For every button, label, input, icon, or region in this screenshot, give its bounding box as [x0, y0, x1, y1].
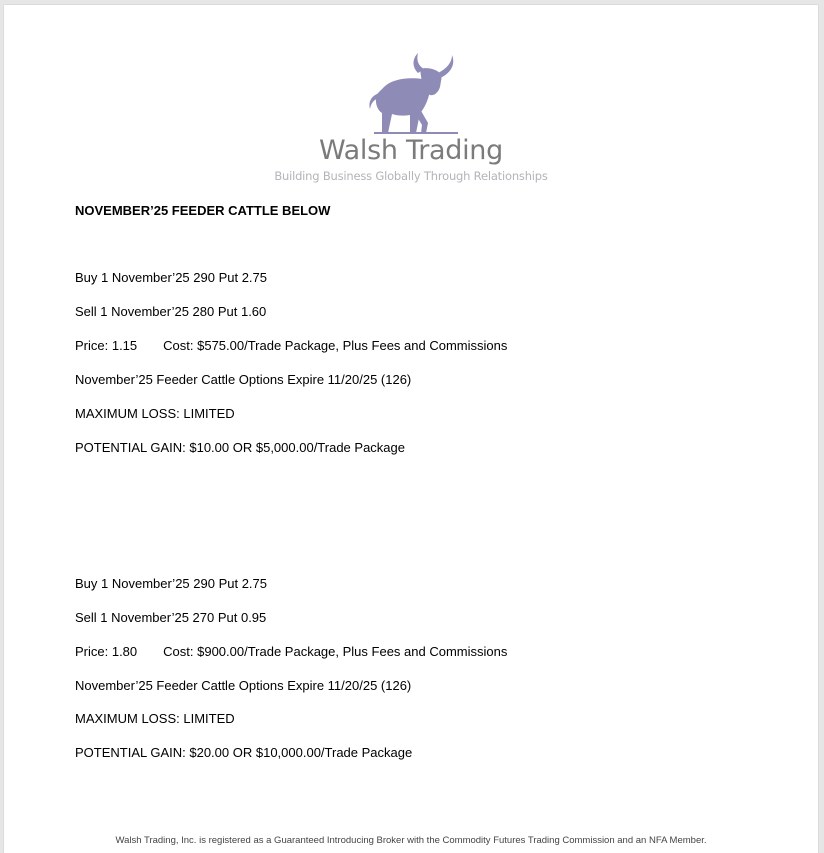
- trade-2-max-loss: MAXIMUM LOSS: LIMITED: [75, 711, 235, 726]
- trade-2-price: Price: 1.80: [75, 644, 138, 659]
- trade-1-price: Price: 1.15: [75, 338, 138, 353]
- brand-tagline: Building Business Globally Through Relationships: [274, 169, 548, 183]
- trade-2-cost: Cost: $900.00/Trade Package, Plus Fees and Commissions: [163, 644, 508, 659]
- trade-1-sell: Sell 1 November’25 280 Put 1.60: [75, 304, 267, 319]
- trade-1-expire: November’25 Feeder Cattle Options Expire 11/20/25 (126): [75, 372, 412, 387]
- trade-2-price-cost: [75, 644, 507, 659]
- trade-2-potential-gain: POTENTIAL GAIN: $20.00 OR $10,000.00/Trade Package: [75, 745, 413, 760]
- trade-1-price-cost: [75, 338, 507, 353]
- trade-1-max-loss: MAXIMUM LOSS: LIMITED: [75, 406, 235, 421]
- trade-2-expire: November’25 Feeder Cattle Options Expire 11/20/25 (126): [75, 678, 412, 693]
- trade-1-potential-gain: POTENTIAL GAIN: $10.00 OR $5,000.00/Trade Package: [75, 440, 405, 455]
- trade-1-buy: Buy 1 November’25 290 Put 2.75: [75, 270, 267, 285]
- document-page: [4, 5, 818, 853]
- trade-1-cost: Cost: $575.00/Trade Package, Plus Fees and Commissions: [163, 338, 508, 353]
- bull-icon: [366, 53, 464, 135]
- disclaimer-footer: Walsh Trading, Inc. is registered as a Guaranteed Introducing Broker with the Commodity Futures Trading Commission and an NFA Member.: [115, 835, 707, 846]
- section-heading: NOVEMBER’25 FEEDER CATTLE BELOW: [75, 203, 331, 218]
- trade-2-buy: Buy 1 November’25 290 Put 2.75: [75, 576, 267, 591]
- trade-2-sell: Sell 1 November’25 270 Put 0.95: [75, 610, 267, 625]
- brand-name: Walsh Trading: [319, 135, 503, 166]
